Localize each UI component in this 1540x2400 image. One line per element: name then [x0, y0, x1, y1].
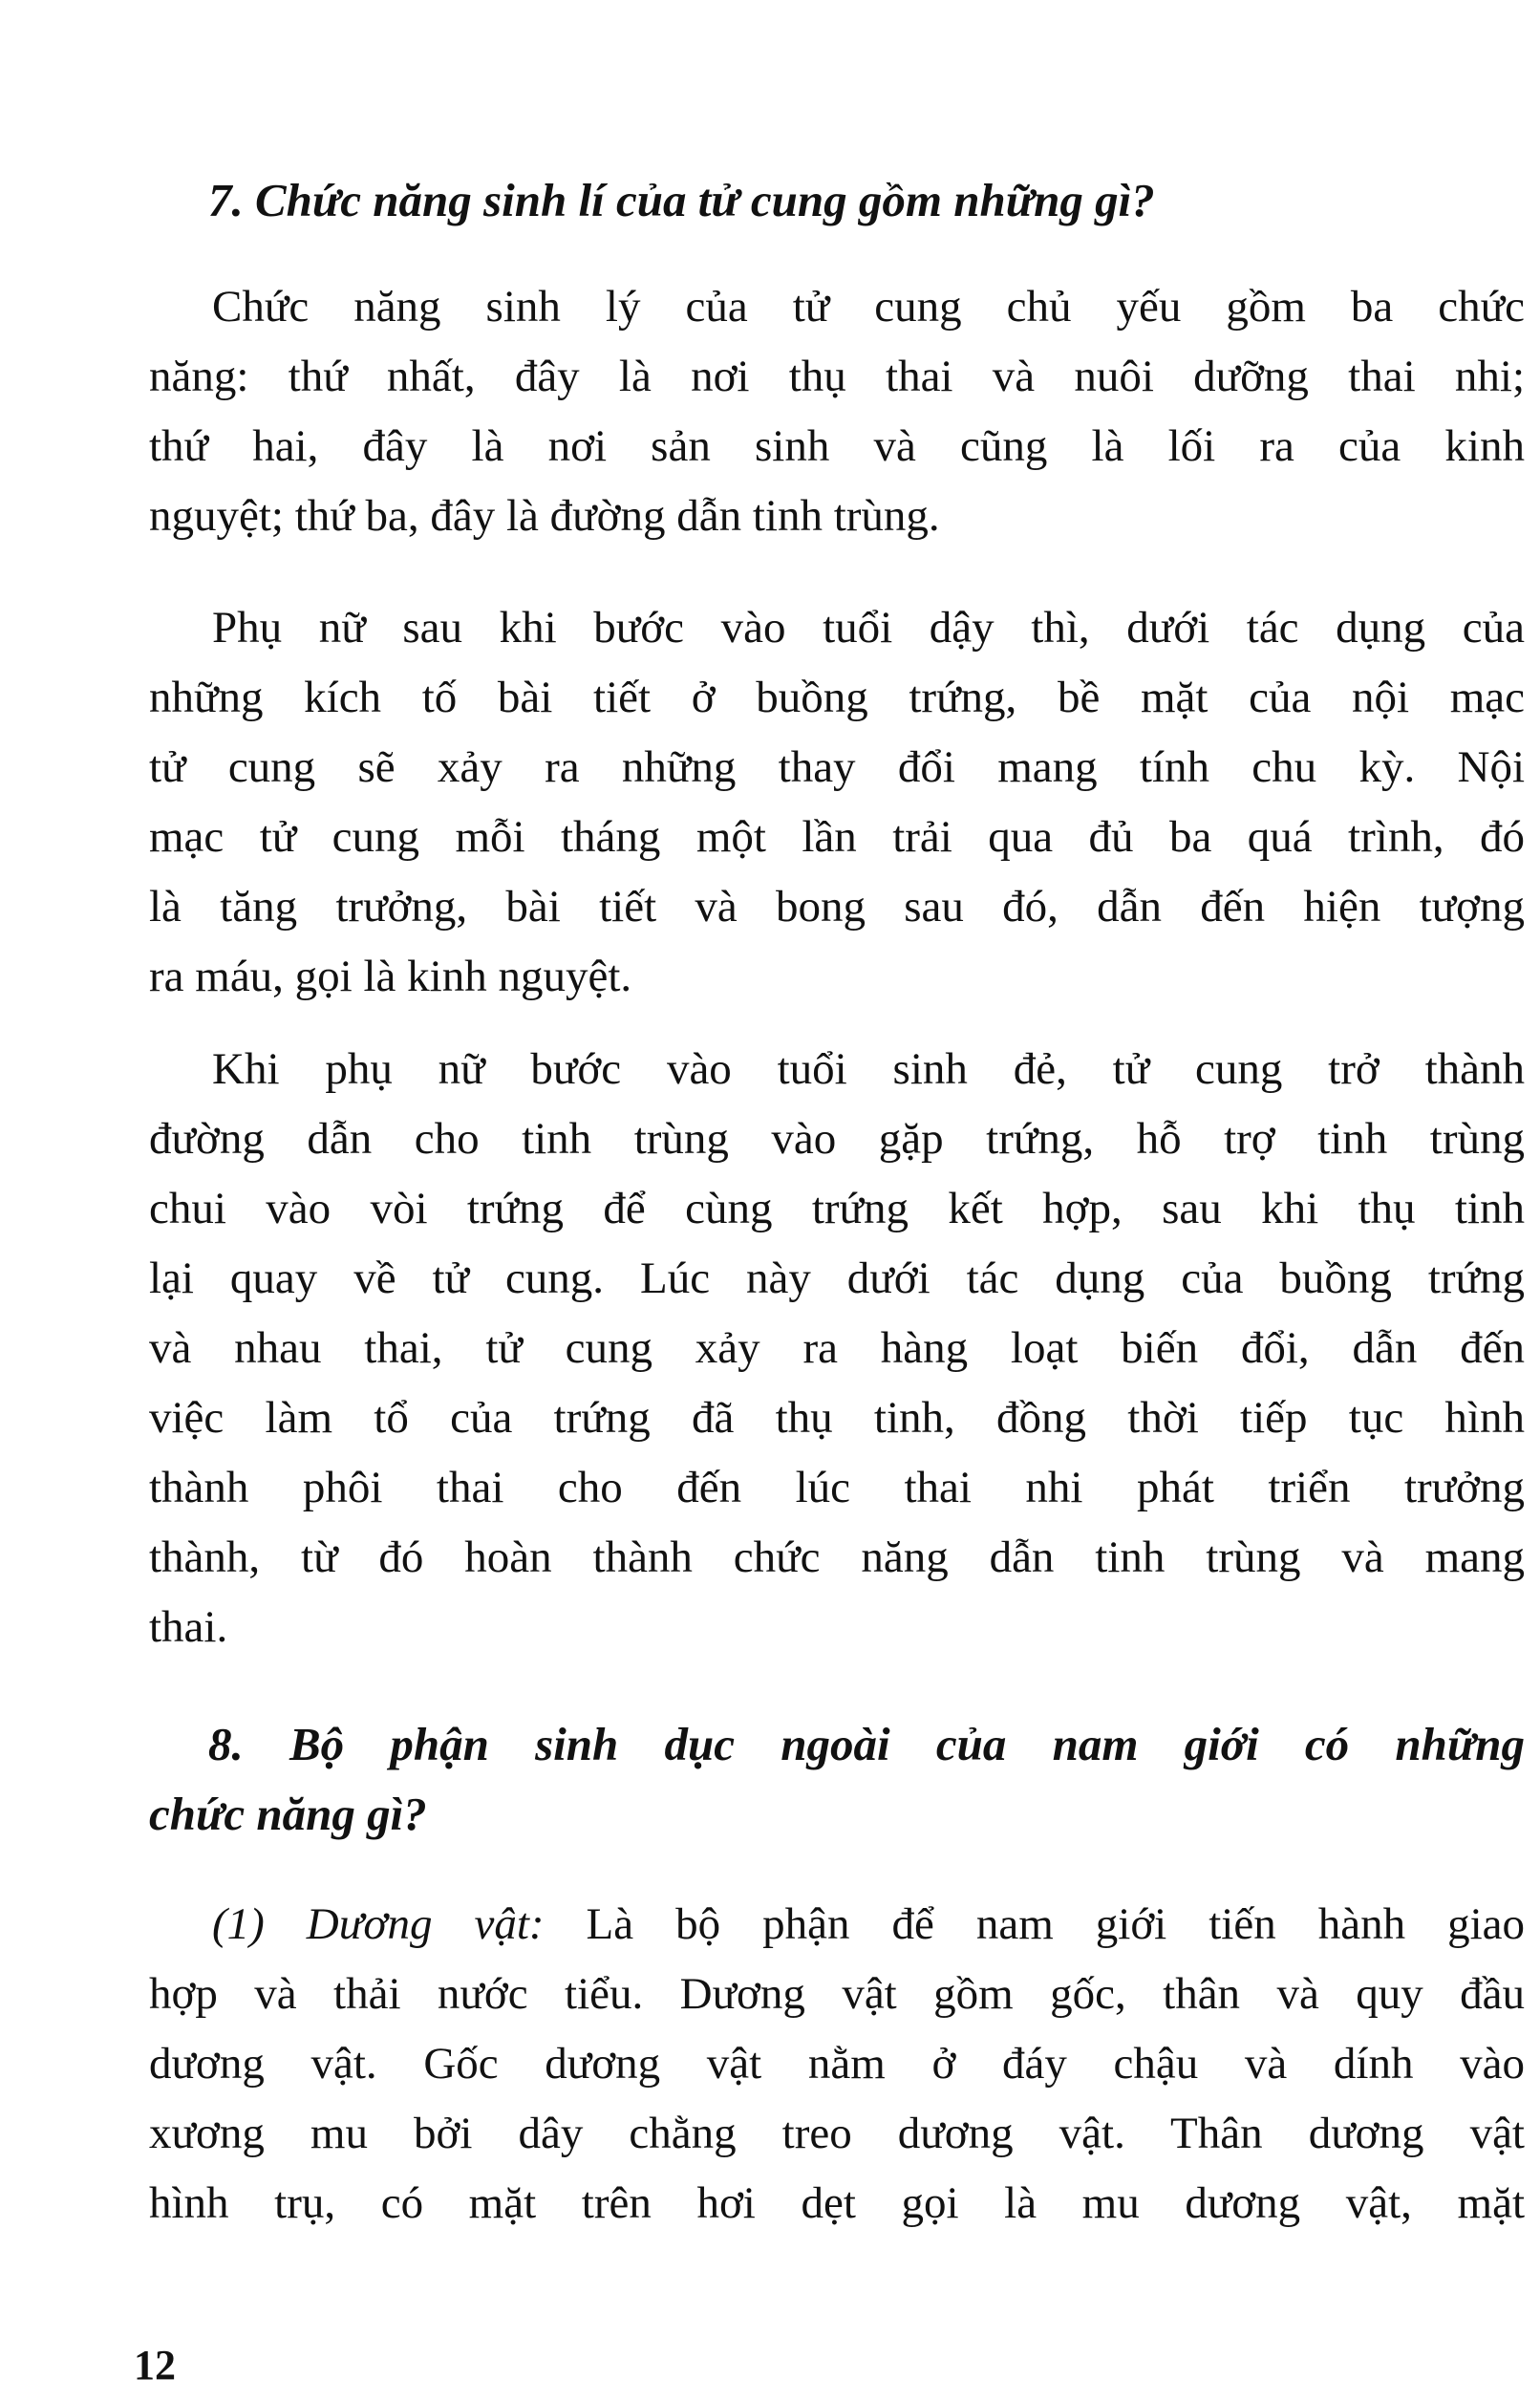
text-line: 7. Chức năng sinh lí của tử cung gồm những gì?	[208, 174, 1155, 226]
section-heading	[149, 1709, 1525, 1849]
text-line: Chức năng sinh lý của tử cung chủ yếu gồm ba chức	[212, 282, 1525, 332]
section-heading	[149, 165, 1525, 235]
text-line: thành phôi thai cho đến lúc thai nhi phát triển trưởng	[149, 1463, 1525, 1512]
text-line: tử cung sẽ xảy ra những thay đổi mang tính chu kỳ. Nội	[149, 742, 1525, 792]
text-line: 8. Bộ phận sinh dục ngoài của nam giới có những	[208, 1718, 1525, 1770]
text-line: Khi phụ nữ bước vào tuổi sinh đẻ, tử cung trở thành	[212, 1044, 1525, 1094]
text-line: năng: thứ nhất, đây là nơi thụ thai và nuôi dưỡng thai nhi;	[149, 352, 1525, 401]
paragraph	[149, 1035, 1525, 1662]
paragraph	[149, 272, 1525, 551]
text-line: ra máu, gọi là kinh nguyệt.	[149, 952, 632, 1001]
text-line: mạc tử cung mỗi tháng một lần trải qua đủ ba quá trình, đó	[149, 812, 1525, 862]
text-line: nguyệt; thứ ba, đây là đường dẫn tinh trùng.	[149, 491, 940, 541]
text-line: thành, từ đó hoàn thành chức năng dẫn tinh trùng và mang	[149, 1532, 1525, 1582]
paragraph	[149, 593, 1525, 1012]
term-label: (1) Dương vật:	[212, 1899, 545, 1949]
text-line: thứ hai, đây là nơi sản sinh và cũng là lối ra của kinh	[149, 421, 1525, 471]
text-line: đường dẫn cho tinh trùng vào gặp trứng, hỗ trợ tinh trùng	[149, 1114, 1525, 1164]
text-line: xương mu bởi dây chằng treo dương vật. Thân dương vật	[149, 2109, 1525, 2158]
text-line: hợp và thải nước tiểu. Dương vật gồm gốc, thân và quy đầu	[149, 1969, 1525, 2019]
text-line: dương vật. Gốc dương vật nằm ở đáy chậu và dính vào	[149, 2039, 1525, 2089]
text-line: và nhau thai, tử cung xảy ra hàng loạt biến đổi, dẫn đến	[149, 1323, 1525, 1373]
text-line: hình trụ, có mặt trên hơi dẹt gọi là mu dương vật, mặt	[149, 2178, 1525, 2228]
text-line: thai.	[149, 1602, 228, 1652]
text-line: chui vào vòi trứng để cùng trứng kết hợp, sau khi thụ tinh	[149, 1184, 1525, 1233]
paragraph	[149, 1890, 1525, 2239]
text-line	[149, 1890, 1525, 1960]
text-line: lại quay về tử cung. Lúc này dưới tác dụng của buồng trứng	[149, 1254, 1525, 1303]
text-line: chức năng gì?	[149, 1788, 427, 1840]
text-line: Phụ nữ sau khi bước vào tuổi dậy thì, dưới tác dụng của	[212, 603, 1525, 653]
text-line: việc làm tổ của trứng đã thụ tinh, đồng thời tiếp tục hình	[149, 1393, 1525, 1443]
text-segment: Là bộ phận để nam giới tiến hành giao	[544, 1899, 1525, 1949]
text-line: những kích tố bài tiết ở buồng trứng, bề mặt của nội mạc	[149, 673, 1525, 722]
text-line: là tăng trưởng, bài tiết và bong sau đó, dẫn đến hiện tượng	[149, 882, 1525, 932]
page-number: 12	[134, 2342, 176, 2389]
